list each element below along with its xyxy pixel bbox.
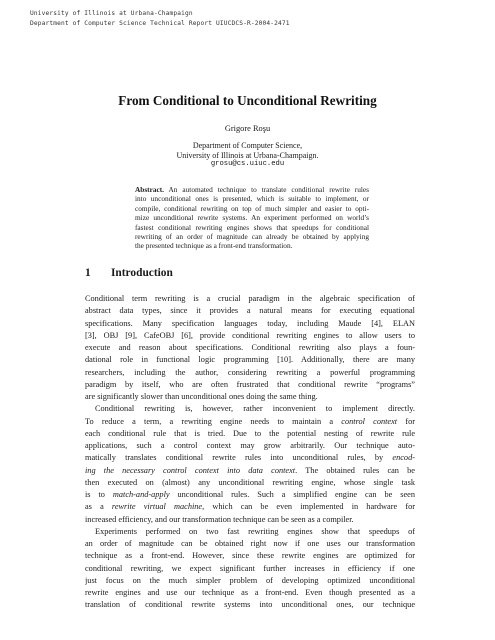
affiliation-university: University of Illinois at Urbana-Champaign.: [176, 150, 319, 160]
body-line: each conditional rule that is tried. Due to the potential nesting of rewrite rule: [85, 428, 415, 438]
abstract-line: fastest conditional rewriting engines shows that speedups for conditional: [135, 222, 369, 232]
body-line: conditional rewriting, we expect significant further increases in efficiency if one: [85, 563, 415, 573]
body-line: To reduce a term, a rewriting engine needs to maintain a control context for: [85, 416, 415, 426]
emphasis-encoding-cont: ing the necessary control context into data context: [85, 465, 296, 475]
emphasis-control-context: control context: [341, 416, 398, 426]
body-line: Experiments performed on two fast rewriting engines show that speedups of: [95, 526, 415, 536]
section-number: 1: [85, 267, 91, 279]
body-line: are significantly slower than unconditional ones doing the same thing.: [85, 392, 318, 401]
header-university: University of Illinois at Urbana-Champaign: [30, 10, 193, 17]
emphasis-encoding: encod-: [392, 453, 415, 463]
body-line: paradigm by itself, who are often frustrated that conditional rewrite “programs”: [85, 379, 415, 389]
abstract-line: the presented technique as a front-end transformation.: [135, 241, 293, 251]
header-report-id: Department of Computer Science Technical Report UIUCDCS-R-2004-2471: [30, 20, 290, 27]
author-email: grosu@cs.uiuc.edu: [210, 160, 285, 169]
body-line: then executed on (almost) any unconditional rewriting engine, whose single task: [85, 477, 415, 487]
body-line: increased efficiency, and our transformation technique can be seen as a compiler.: [85, 514, 354, 524]
body-line: dational role in functional logic programming [10]. Additionally, there are many: [85, 355, 415, 365]
abstract-line: mize unconditional rewrite systems. An experiment performed on world’s: [135, 213, 369, 223]
body-line: abstract data types, since it provides a natural means for executing equational: [85, 306, 415, 316]
body-line: applications, such a control context may grow arbitrarily. Our technique auto-: [85, 441, 415, 450]
body-line: is to match-and-apply unconditional rules. Such a simplified engine can be seen: [85, 490, 415, 499]
abstract-line: Abstract. An automated technique to translate conditional rewrite rules: [135, 185, 369, 194]
body-line: technique as a front-end. However, since these rewrite engines are optimized for: [85, 551, 415, 561]
body-line: execute and reason about specifications. Conditional rewriting also plays a foun-: [85, 343, 415, 352]
body-line: Conditional rewriting is, however, rather inconvenient to implement directly.: [95, 404, 415, 414]
body-line: Conditional term rewriting is a crucial paradigm in the algebraic specification of: [85, 294, 415, 303]
emphasis-match-and-apply: match-and-apply: [112, 490, 170, 499]
abstract-line: rewriting of an order of magnitude can already be obtained by applying: [135, 232, 369, 242]
body-line: as a rewrite virtual machine, which can be even implemented in hardware for: [85, 502, 415, 512]
abstract-line: into unconditional ones is presented, which is suitable to implement, or: [135, 194, 369, 204]
emphasis-rewrite-vm: rewrite virtual machine: [111, 502, 203, 512]
paper-title: From Conditional to Unconditional Rewriting: [118, 93, 377, 108]
body-line: an order of magnitude can be obtained right now if one uses our transformation: [85, 539, 415, 548]
abstract-label: Abstract.: [135, 185, 164, 194]
body-line: researchers, including the author, considering rewriting a powerful programming: [85, 367, 415, 377]
abstract: [135, 185, 369, 251]
section-title: Introduction: [111, 267, 173, 279]
section-heading: [85, 267, 173, 279]
author-name: Grigore Roşu: [224, 124, 271, 133]
author-affiliation: [0, 141, 495, 170]
body-text: [85, 293, 415, 612]
report-header: [30, 9, 290, 29]
abstract-line: compile, conditional rewriting on top of much simpler and easier to opti-: [135, 203, 369, 213]
body-line: rewrite engines and use our technique as a front-end. Even though presented as a: [85, 588, 415, 597]
body-line: translation of conditional rewrite systems into unconditional ones, our technique: [85, 600, 415, 610]
body-line: ing the necessary control context into data context. The obtained rules can be: [85, 465, 415, 475]
body-line: matically translates conditional rewrite rules into unconditional rules, by encod-: [85, 453, 415, 463]
affiliation-department: Department of Computer Science,: [192, 141, 303, 150]
body-line: specifications. Many specification languages today, including Maude [4], ELAN: [85, 318, 415, 328]
body-line: [3], OBJ [9], CafeOBJ [6], provide conditional rewriting engines to allow users to: [85, 330, 415, 340]
body-line: just focus on the much simpler problem of developing optimized unconditional: [85, 575, 415, 585]
